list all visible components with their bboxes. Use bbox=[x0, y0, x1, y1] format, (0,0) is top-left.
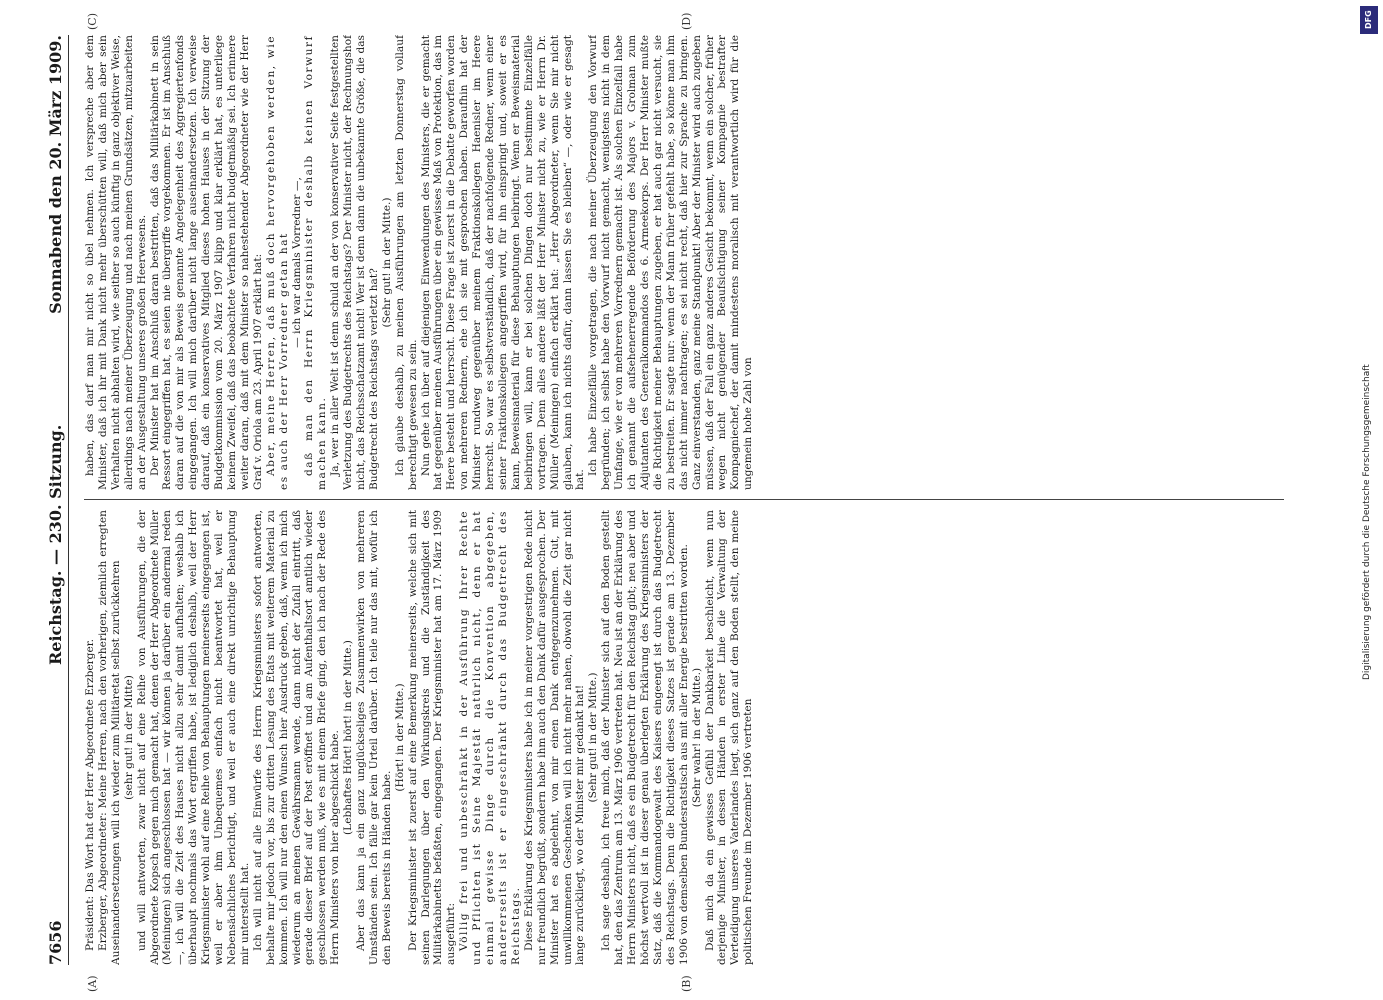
interjection: (Sehr gut! in der Mitte.) bbox=[587, 672, 600, 803]
margin-marker-a: (A) bbox=[86, 975, 99, 992]
paragraph: Erzberger, Abgeordneter: Meine Herren, nach den vorherigen, ziemlich erregten Auseinandersetzungen will ich wieder zum Militäretat selbst zurückkehren bbox=[96, 510, 122, 965]
column-divider bbox=[84, 499, 1284, 500]
digitization-credit bbox=[1358, 0, 1382, 1000]
paragraph: Ich sage deshalb, ich freue mich, daß der Minister sich auf den Boden gestellt hat, den das Zentrum am 13. März 1906 vertreten hat. Neu ist an der Erklärung des Herrn Ministers nicht, daß es ein Budgetrecht für den Reichstag gibt; neu aber und höchst wertvoll ist in dieser genau überlegten Erklärung des Kriegsministers der Satz, daß die Kommandogewalt des Kaisers eingeengt ist durch das Budgetrecht des Reichstags. Denn die Richtigkeit dieses Satzes ist gerade am 13. Dezember 1906 von demselben Bundesratstisch aus mit aller Energie bestritten worden. bbox=[600, 510, 690, 965]
session-title: Reichstag. — 230. Sitzung. bbox=[46, 424, 65, 665]
page-number: 7656 bbox=[46, 920, 65, 965]
paragraph: Ja, wer in aller Welt ist denn schuld an der von konservativer Seite festgestellten Verletzung des Budgetrechts des Reichstags? Der Minister nicht, der Rechnungshof nicht, das Reichsschatzamt nicht! Wer ist denn dann die unbekannte Größe, die das Budgetrecht des Reichstags verletzt hat? bbox=[329, 35, 380, 490]
paragraph: Nun gehe ich über auf diejenigen Einwendungen des Ministers, die er gemacht hat gegenüber meinen Ausführungen über ein gewisses Maß von Protektion, das im Heere besteht und herrscht. Diese Frage ist zuerst in die Debatte geworfen worden von mehreren Rednern, ehe ich sie mit gesprochen haben. Daraufhin hat der Minister rundweg gegenüber meinem Fraktionskollegen Haenisler im Heere herrscht. So war es selbstverständlich, daß der nachfolgende Redner, wenn einer seiner Fraktionskollegen angegriffen wird, für ihn einspringt und, soweit er es kann, Beweismaterial für diese Behauptungen beibringt. Wenn er Beweismaterial beibringen will, kann er bei solchen Dingen doch nur bestimmte Einzelfälle vortragen. Denn alles andere läßt der Herr Minister nicht zu, wie er Herrn Dr. Müller (Meiningen) einfach erklärt hat: „Herr Abgeordneter, wenn Sie mir nicht glauben, kann ich nichts dafür, dann lassen Sie es bleiben“ —, oder wie er gesagt hat. bbox=[419, 35, 587, 490]
interjection: (Sehr gut! in der Mitte.) bbox=[380, 197, 393, 328]
paragraph: Ich will nicht auf alle Einwürfe des Herrn Kriegsministers sofort antworten, behalte mir jedoch vor, bis zur dritten Lesung des Etats mit weiterem Material zu kommen. Ich will nur den einen Wunsch hier Ausdruck geben, daß, wenn ich mich wiederum an meinen Gewährsmann wende, dann nicht der Zufall eintritt, daß gerade dieser Brief auf der Post eröffnet und am Aufenthaltsort amtlich wieder geschlossen werden muß, wie es mit einem Briefe ging, den ich nach der Rede des Herrn Ministers von hier abgeschickt habe. bbox=[251, 510, 342, 965]
margin-marker-c: (C) bbox=[86, 13, 99, 30]
margin-marker-b: (B) bbox=[680, 975, 693, 992]
interjection: (Lebhaftes Hört! hört! in der Mitte.) bbox=[342, 640, 355, 835]
dfg-logo: DFG bbox=[1360, 6, 1378, 34]
paragraph: Präsident: Das Wort hat der Herr Abgeordnete Erzberger. bbox=[84, 638, 96, 951]
paragraph: Ich glaube deshalb, zu meinen Ausführungen am letzten Donnerstag vollauf berechtigt gewesen zu sein. bbox=[393, 35, 419, 490]
quotation: Aber, meine Herren, daß muß doch hervorgehoben werden, wie es auch der Herr Vorredner getan hat bbox=[264, 35, 290, 490]
paragraph: Der Kriegsminister ist zuerst auf eine Bemerkung meinerseits, welche sich mit seinen Darlegungen über den Wirkungskreis und die Zuständigkeit des Militärkabinetts befaßten, eingegangen. Der Kriegsminister hat am 17. März 1909 ausgeführt: bbox=[406, 510, 458, 965]
paragraph: und will antworten, zwar nicht auf eine Reihe von Ausführungen, die der Abgeordnete Kopsch gegen mich gemacht hat, denen der Herr Abgeordnete Müller (Meiningen) sich angeschlossen hat — wir können ja darüber ein andermal reden —, ich will die Zeit des Hauses nicht allzu sehr damit aufhalten; weshalb ich überhaupt nochmals das Wort ergriffen habe, ist lediglich deshalb, weil der Herr Kriegsminister wohl auf eine Reihe von Behauptungen meinerseits eingegangen ist, weil er aber ihm Unbequemes einfach nicht beantwortet hat, weil er Nebensächliches berichtigt, und weil er auch eine direkt unrichtige Behauptung mir unterstellt hat. bbox=[135, 510, 251, 965]
paragraph: Diese Erklärung des Kriegsministers habe ich in meiner vorgestrigen Rede nicht nur freundlich begrüßt, sondern habe ihm auch den Dank dafür ausgesprochen. Der Minister hat es abgelehnt, von mir einen Dank entgegenzunehmen. Gut, mit unwillkommenen Geschenken will ich nicht mehr nahen, obwohl die Zeit gar nicht lange zurückliegt, wo der Minister mir gedankt hat! bbox=[522, 510, 587, 965]
paragraph: Aber das kann ja ein ganz unglückseliges Zusammenwirken von mehreren Umständen sein. Ich fälle gar kein Urteil darüber. Ich teile nur das mit, wofür ich den Beweis bereits in Händen habe. bbox=[355, 510, 393, 965]
right-column bbox=[84, 35, 1284, 490]
paragraph: Ich habe Einzelfälle vorgetragen, die nach meiner Überzeugung den Vorwurf begründen; ich selbst habe den Vorwurf nicht gemacht, wenigstens nicht in dem Umfange, wie er von mehreren Vorrednern gemacht ist. Als solchen Einzelfall habe ich genannt die aufsehenerregende Beförderung des Majors v. Grolman zum Adjutanten des Generalkommandos des 6. Armeekorps. Der Herr Minister mußte die Richtigkeit meiner Behauptungen zugeben, er hat auch gar nicht versucht, sie zu bestreiten. Er sagte nur: wenn der Mann früher gefehlt habe, so könne man ihm das nicht immer nachtragen; es sei nicht recht, daß hier zur Sprache zu bringen. Ganz einverstanden, ganz meine Standpunkt! Aber der Minister wird auch zugeben müssen, daß der Fall ein ganz anderes Gesicht bekommt, wenn ein solcher, früher wegen nicht genügender Beaufsichtigung seiner Kompagnie bestrafter Kompagniechef, der damit mindestens moralisch mit verantwortlich wird für die ungemein hohe Zahl von bbox=[587, 35, 755, 490]
paragraph: Daß mich da ein gewisses Gefühl der Dankbarkeit beschleicht, wenn nun derjenige Minister, in dessen Händen in erster Linie die Verwaltung der Verteidigung unseres Vaterlandes liegt, sich ganz auf den Boden stellt, den meine politischen Freunde im Dezember 1906 vertreten bbox=[703, 510, 755, 965]
credit-text: Digitalisierung gefördert durch die Deutsche Forschungsgemeinschaft bbox=[1362, 364, 1372, 680]
quotation: daß man den Herrn Kriegsminister deshalb keinen Vorwurf machen kann. bbox=[303, 35, 329, 490]
interjection: — ich war damals Vorredner —, bbox=[290, 177, 303, 348]
paragraph: Der Minister hat im Anschluß daran bestritten, daß das Militärkabinett in sein Ressort eingegriffen hat, es seien nie übergriffe vorgekommen. Er ist im Anschluß daran auf die von mir als Beweis genannte Angelegenheit des Aggregiertenfonds eingegangen. Ich will mich darüber nicht lange auseinandersetzen. Ich verweise darauf, daß ein konservatives Mitglied dieses hohen Hauses in der Sitzung der Budgetkommission vom 20. März 1907 klipp und klar erklärt hat, es unterliege keinem Zweifel, daß das beobachtete Verfahren nicht budgetmäßig sei. Ich erinnere weiter daran, daß mit dem Minister so nahestehender Abgeordneter wie der Herr Graf v. Oriola am 23. April 1907 erklärt hat: bbox=[148, 35, 264, 490]
paragraph: haben, das darf man mir nicht so übel nehmen. Ich verspreche aber dem Minister, daß ich ihr mit Dank nicht mehr überschütten will, daß mich aber sein Verhalten nicht abhalten wird, wie seither so auch künftig in ganz objektiver Weise, allerdings nach meiner Überzeugung und nach meinen Grundsätzen, mitzuarbeiten an der Ausgestaltung unseres großen Heerwesens. bbox=[84, 35, 148, 490]
page-header bbox=[42, 35, 69, 965]
left-column bbox=[84, 510, 1284, 965]
quotation: Völlig frei und unbeschränkt in der Ausführung Ihrer Rechte und Pflichten ist Seine Majestät natürlich nicht, denn er hat einmal gewisse Dinge durch die Konvention abgegeben, andererseits ist er eingeschränkt durch das Budgetrecht des Reichstags. bbox=[458, 510, 522, 965]
margin-marker-d: (D) bbox=[680, 12, 693, 30]
session-date: Sonnabend den 20. März 1909. bbox=[46, 35, 65, 314]
interjection: (Hört! in der Mitte.) bbox=[393, 683, 406, 792]
interjection: (sehr gut! in der Mitte) bbox=[122, 675, 135, 800]
interjection: (Sehr wahr! in der Mitte.) bbox=[690, 667, 703, 808]
